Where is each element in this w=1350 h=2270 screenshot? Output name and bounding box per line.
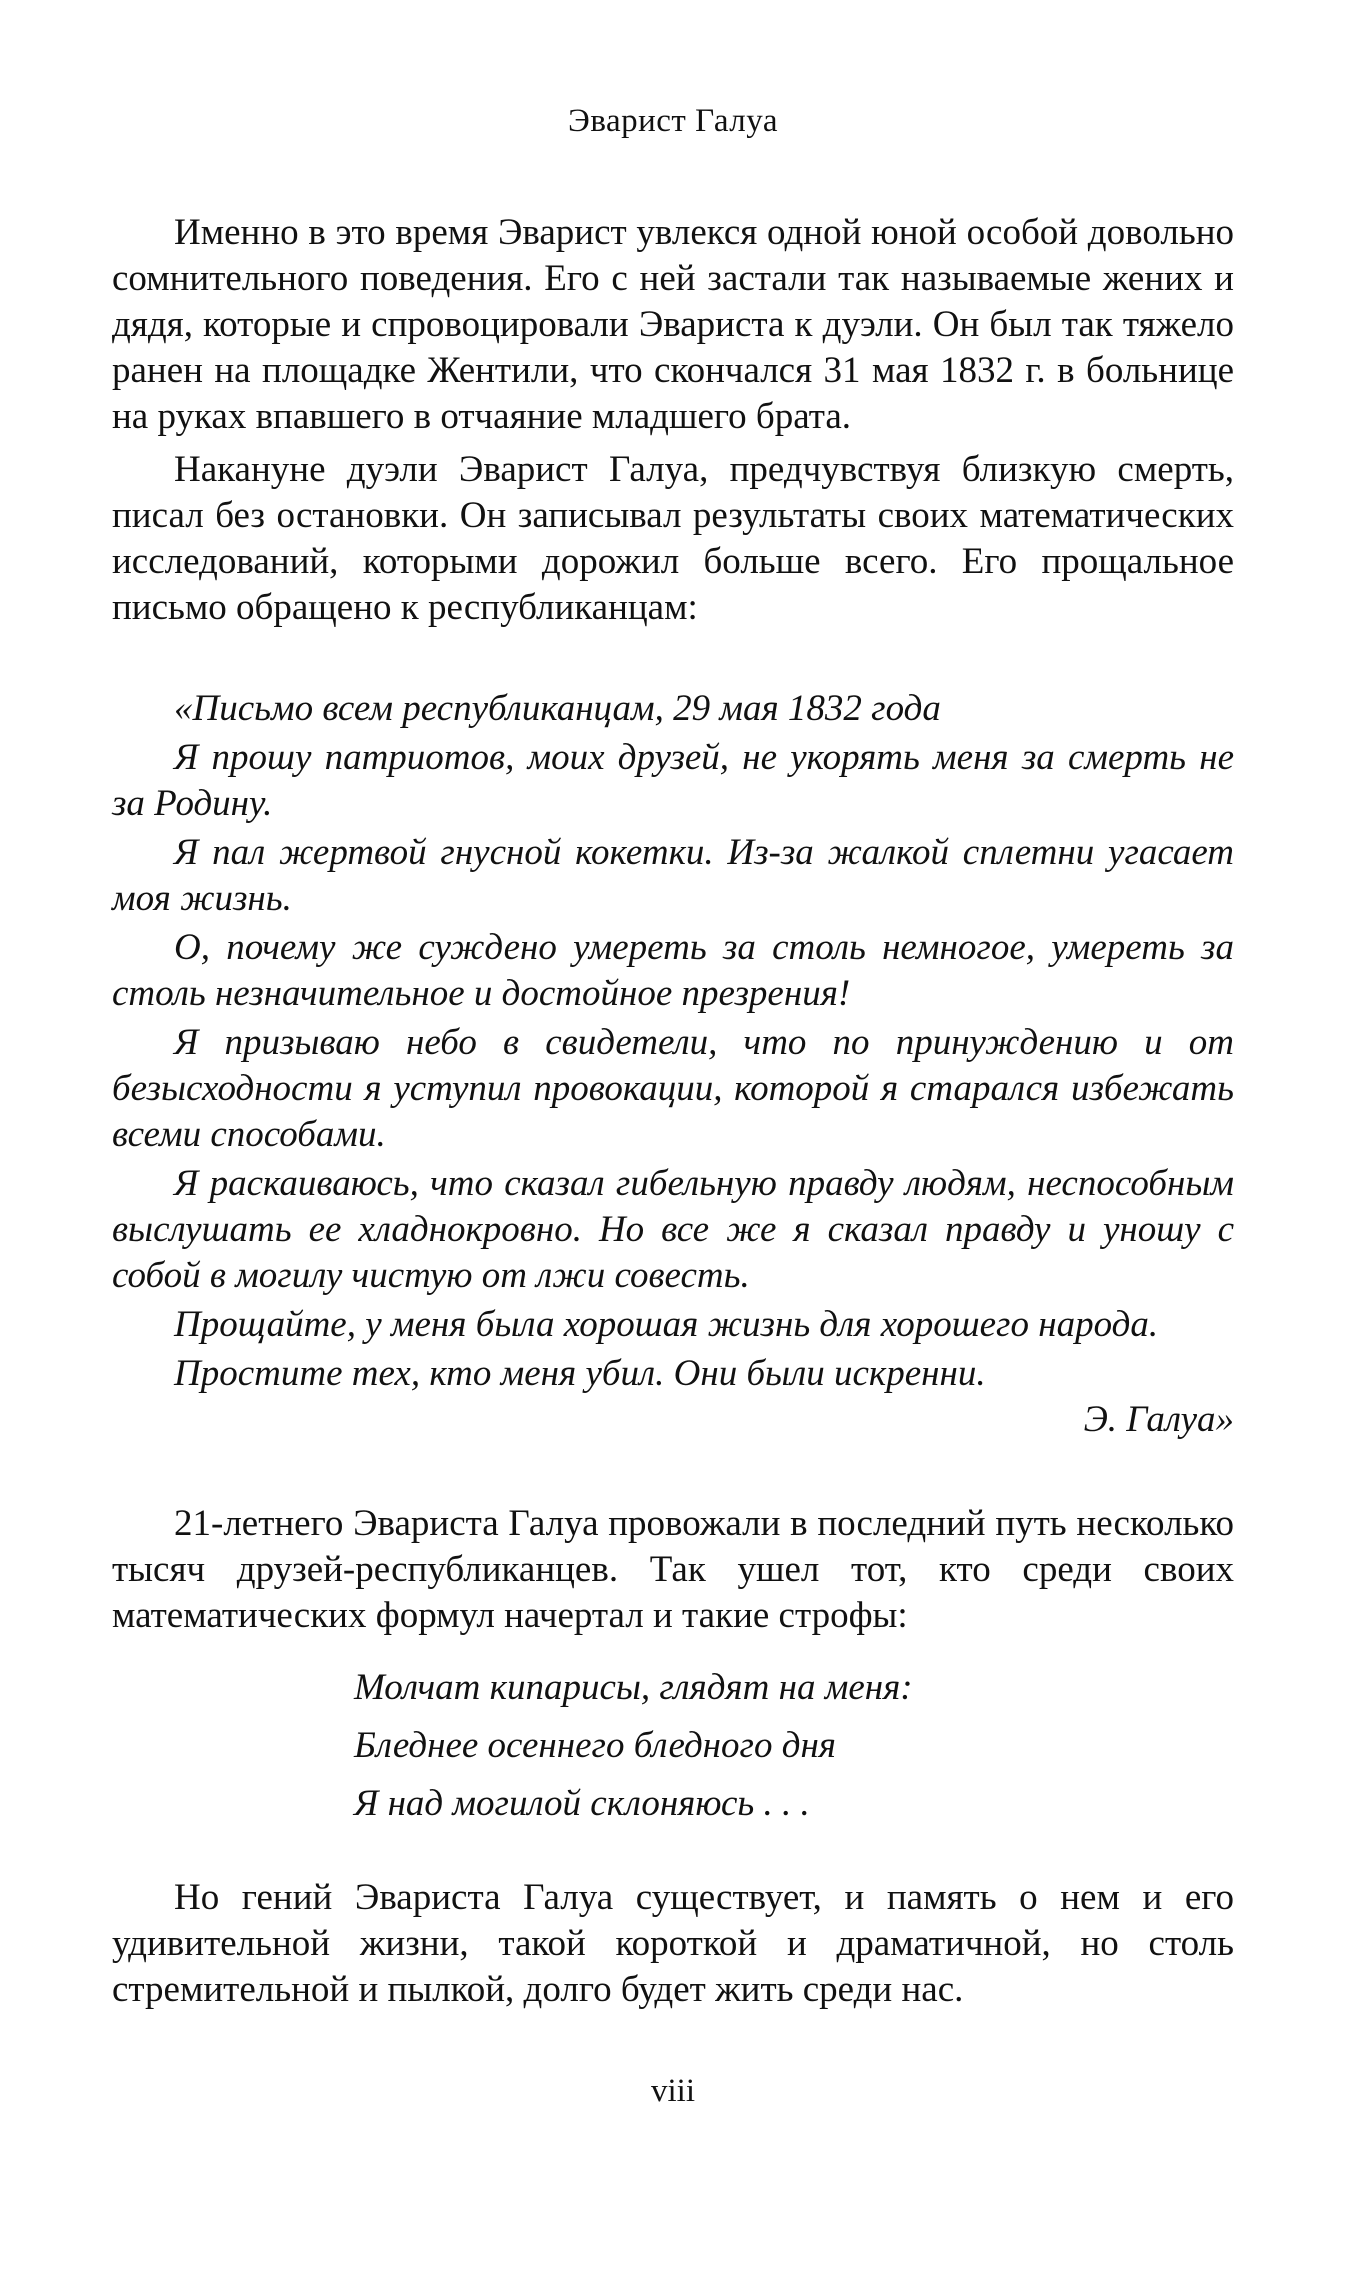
letter-paragraph-2: Я пал жертвой гнусной кокетки. Из-за жалкой сплетни угасает моя жизнь. <box>112 832 1234 919</box>
farewell-letter <box>112 686 1234 1443</box>
poem-line-1: Молчат кипарисы, глядят на меня: <box>354 1667 913 1708</box>
book-page <box>112 0 1234 2270</box>
letter-signature: Э. Галуа» <box>1083 1399 1234 1440</box>
intro-paragraph-1: Именно в это время Эварист увлекся одной юной особой довольно сомнительного поведения. Его с ней застали так называемые жених и дядя, которые и спровоцировали Эвариста к дуэли. Он был так тяжело ранен на площадке Жентили, что скончался 31 мая 1832 г. в больнице на руках впавшего в отчаяние младшего брата. <box>112 212 1234 437</box>
page-number: viii <box>650 2073 695 2109</box>
letter-paragraph-5: Я раскаиваюсь, что сказал гибельную правду людям, неспособным выслушать ее хладнокровно. Но все же я сказал правду и уношу с собой в могилу чистую от лжи совесть. <box>112 1163 1234 1296</box>
running-title: Эварист Галуа <box>568 103 778 139</box>
letter-paragraph-7: Простите тех, кто меня убил. Они были искренни. <box>174 1353 986 1394</box>
after-letter-paragraph: 21-летнего Эвариста Галуа провожали в последний путь несколько тысяч друзей-республиканцев. Так ушел тот, кто среди своих математических формул начертал и такие строфы: <box>112 1503 1234 1636</box>
letter-paragraph-6: Прощайте, у меня была хорошая жизнь для хорошего народа. <box>174 1304 1159 1345</box>
poem-line-2: Бледнее осеннего бледного дня <box>354 1725 836 1766</box>
poem-line-3: Я над могилой склоняюсь . . . <box>354 1783 810 1824</box>
letter-heading: «Письмо всем республиканцам, 29 мая 1832 года <box>174 688 941 729</box>
closing-paragraph: Но гений Эвариста Галуа существует, и память о нем и его удивительной жизни, такой короткой и драматичной, но столь стремительной и пылкой, долго будет жить среди нас. <box>112 1877 1234 2010</box>
poem-stanza <box>112 1659 1234 1833</box>
intro-paragraph-2: Накануне дуэли Эварист Галуа, предчувствуя близкую смерть, писал без остановки. Он записывал результаты своих математических исследований, которыми дорожил больше всего. Его прощальное письмо обращено к республиканцам: <box>112 449 1234 628</box>
page-body <box>112 210 1234 2013</box>
letter-paragraph-1: Я прошу патриотов, моих друзей, не укорять меня за смерть не за Родину. <box>112 737 1234 824</box>
letter-paragraph-4: Я призываю небо в свидетели, что по принуждению и от безысходности я уступил провокации, которой я старался избежать всеми способами. <box>112 1022 1234 1155</box>
letter-paragraph-3: О, почему же суждено умереть за столь немногое, умереть за столь незначительное и достойное презрения! <box>112 927 1234 1014</box>
